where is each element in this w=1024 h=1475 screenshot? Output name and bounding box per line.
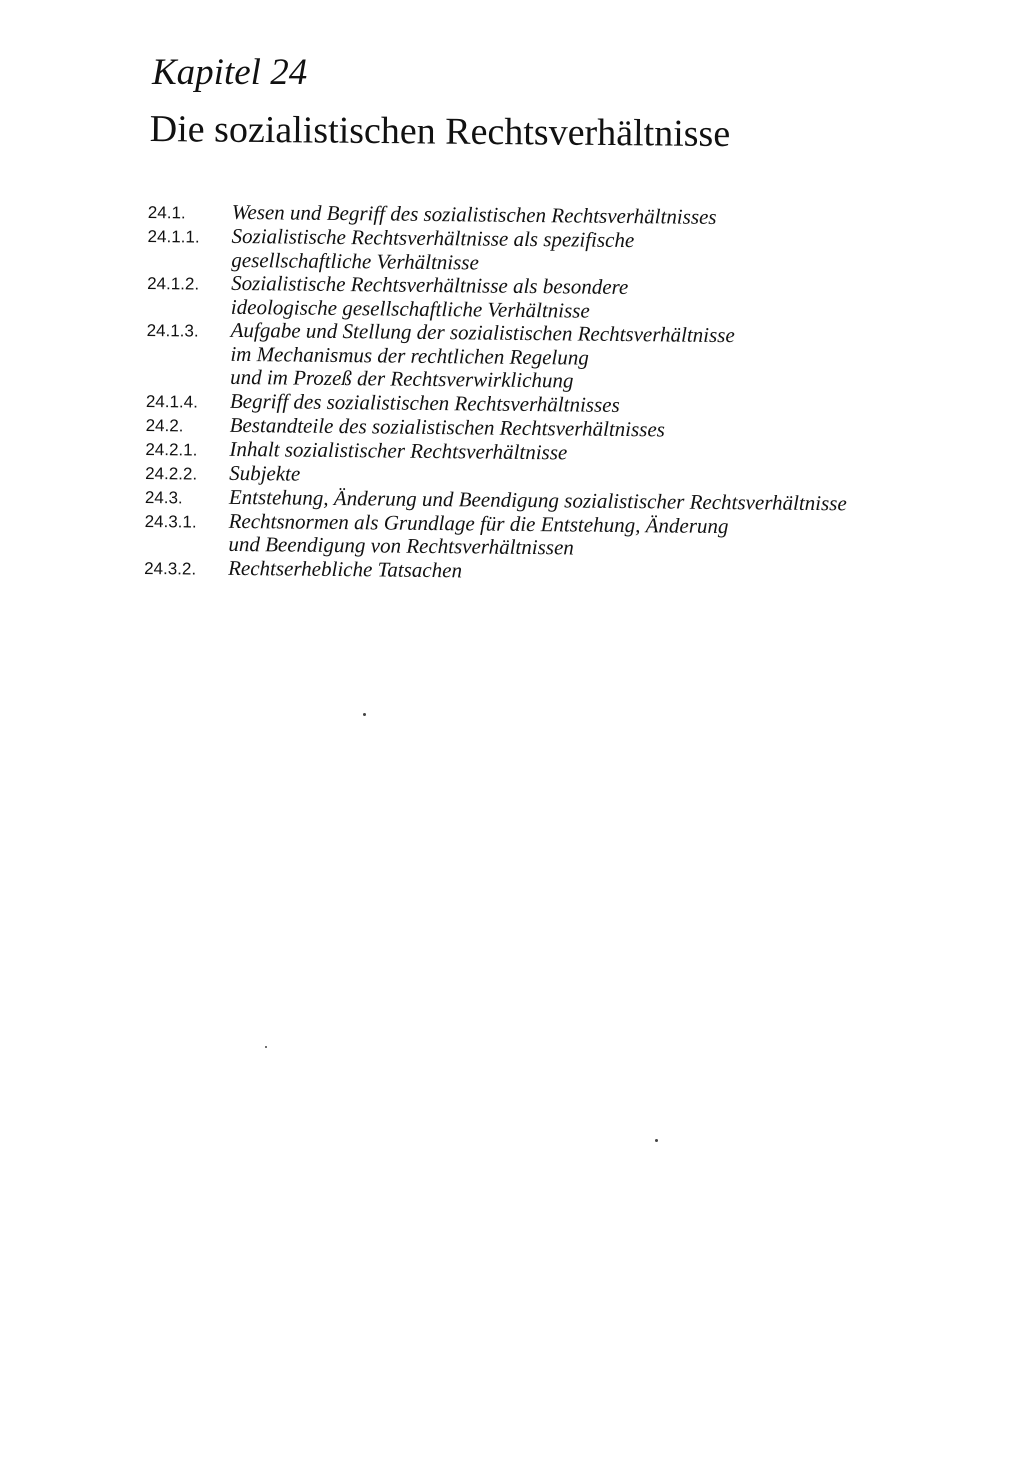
chapter-title: Die sozialistischen Rechtsverhältnisse [149,107,731,156]
toc-entry-title-line: gesellschaftliche Verhältnisse [231,247,479,274]
toc-entry-title-line: Sozialistische Rechtsverhältnisse als besondere [231,270,629,300]
toc-entry-number: 24.3. [144,487,183,507]
toc-entry-title-line: Rechtsnormen als Grundlage für die Entstehung, Änderung [228,508,729,538]
toc-entry-number: 24.1.4. [145,391,198,412]
toc-entry-title-line: Rechtserhebliche Tatsachen [228,555,463,582]
toc-entry-title-line: Inhalt sozialistischer Rechtsverhältnisse [229,436,568,464]
toc-entry-title-line: und Beendigung von Rechtsverhältnissen [228,531,574,560]
toc-entry-number: 24.1. [147,202,186,223]
toc-entry-title-line: Wesen und Begriff des sozialistischen Rechtsverhältnisses [231,199,717,229]
toc-entry-title [228,509,964,564]
table-of-contents [144,200,968,588]
toc-entry-title-line: Entstehung, Änderung und Beendigung sozialistischer Rechtsverhältnisse [228,484,847,515]
toc-entry-title-line: ideologische gesellschaftliche Verhältnisse [230,294,590,323]
toc-entry-title-line: und im Prozeß der Rechtsverwirklichung [230,364,574,393]
toc-entry-title-line: Sozialistische Rechtsverhältnisse als spezifische [231,223,635,253]
scan-speck [363,713,366,716]
toc-entry-title-line: Aufgabe und Stellung der sozialistischen Rechtsverhältnisse [230,317,735,348]
toc-entry-number: 24.2.1. [145,439,198,460]
toc-entry-number: 24.1.2. [147,273,200,294]
toc-entry-number: 24.1.1. [147,226,200,247]
scan-speck [655,1139,658,1142]
scan-speck [265,1046,267,1048]
toc-entry-title-line: Subjekte [229,460,301,486]
toc-entry-number: 24.3.2. [144,558,197,579]
toc-entry-number: 24.2.2. [145,463,198,484]
toc-entry-title [230,319,967,397]
toc-entry-title-line: Begriff des sozialistischen Rechtsverhältnisses [229,388,620,417]
toc-entry-number: 24.3.1. [144,511,197,532]
chapter-label: Kapitel 24 [152,52,308,93]
toc-entry-number: 24.2. [145,415,184,435]
toc-entry-title-line: im Mechanismus der rechtlichen Regelung [230,341,589,370]
toc-entry-number: 24.1.3. [146,320,199,341]
toc-entry [146,318,967,397]
toc-entry-title-line: Bestandteile des sozialistischen Rechtsverhältnisses [229,412,666,441]
